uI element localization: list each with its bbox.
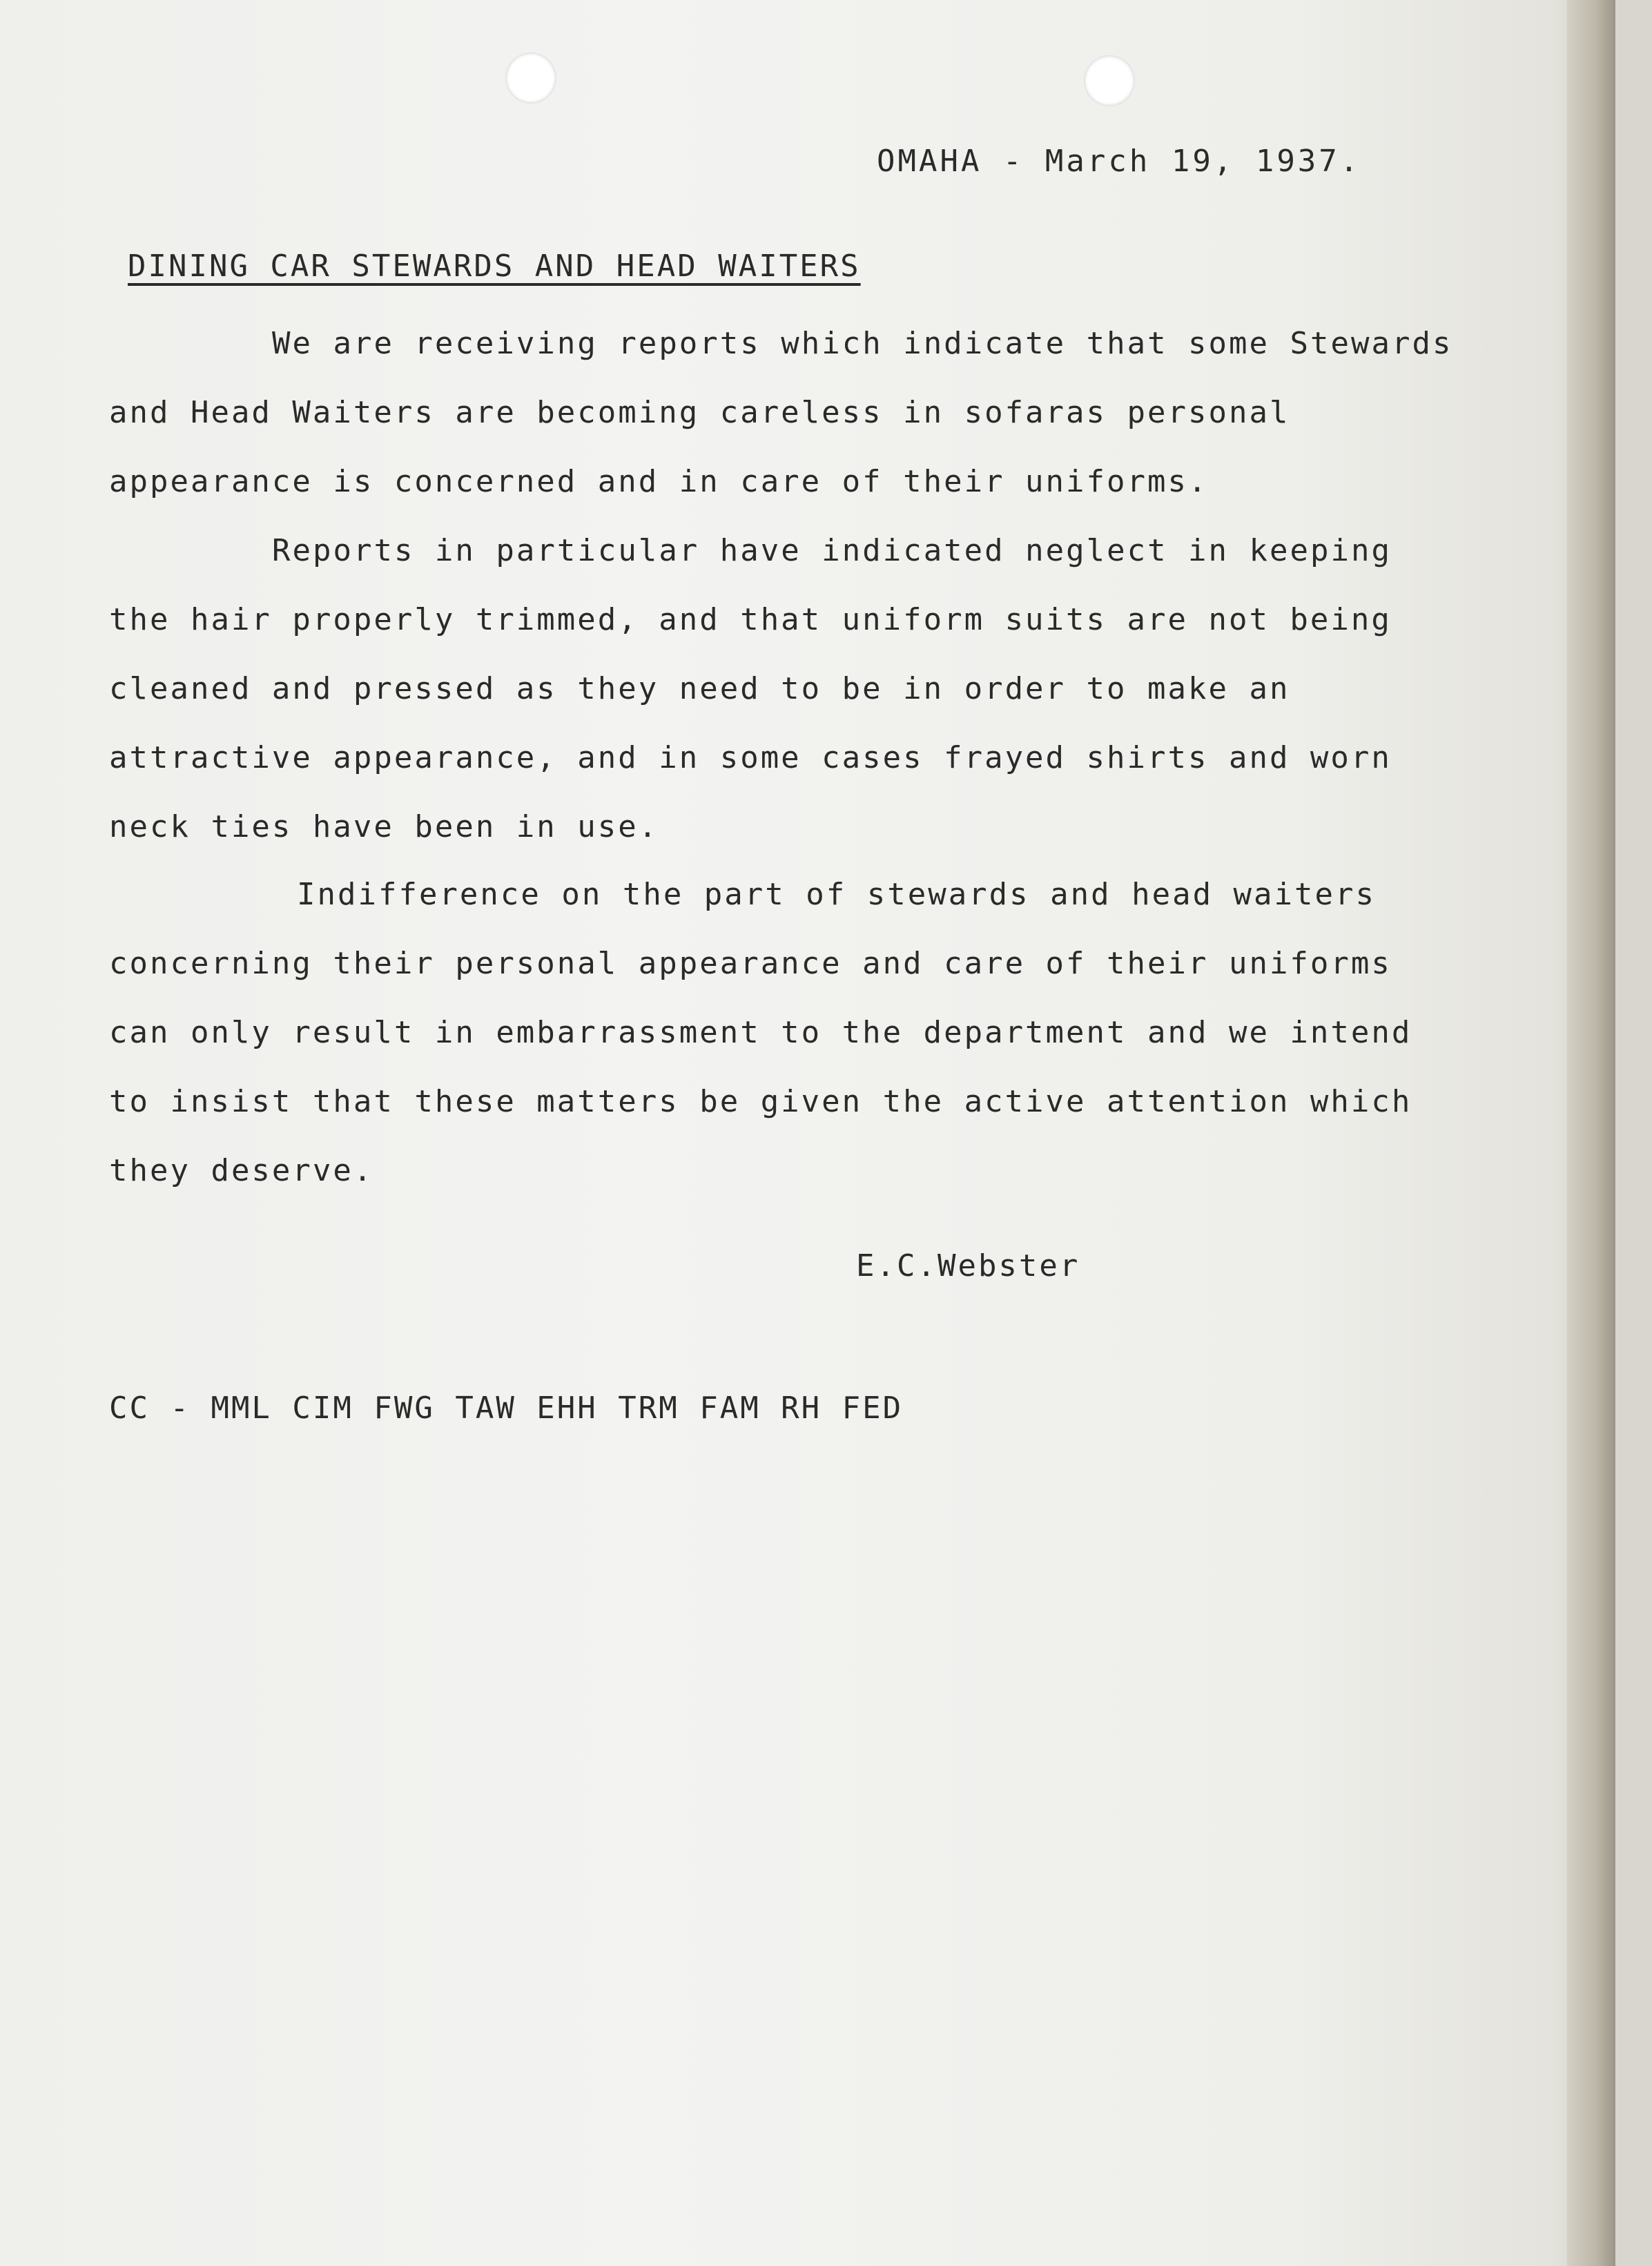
signature: E.C.Webster: [856, 1248, 1080, 1284]
punch-hole-right: [1084, 55, 1135, 106]
paragraph-2: Reports in particular have indicated neglect in keeping the hair properly trimmed, and that uniform suits are not being cleaned and pressed as they need to be in order to make an attractive appearance, and in some cases frayed shirts and worn neck ties have been in use.: [109, 533, 1392, 844]
cc-line: CC - MML CIM FWG TAW EHH TRM FAM RH FED: [109, 1391, 904, 1426]
date-line: OMAHA - March 19, 1937.: [877, 144, 1361, 179]
punch-hole-left: [505, 52, 556, 104]
memo-subject: DINING CAR STEWARDS AND HEAD WAITERS: [128, 249, 861, 284]
page-edge: [1567, 0, 1615, 2266]
paragraph-1: We are receiving reports which indicate that some Stewards and Head Waiters are becoming careless in sofaras personal appearance is concerned and in care of their uniforms.: [109, 326, 1453, 499]
paragraph-3: Indifference on the part of stewards and head waiters concerning their personal appearance and care of their uniforms can only result in embarrassment to the department and we intend to insist that these matters be given the active attention which they deserve.: [109, 877, 1412, 1188]
